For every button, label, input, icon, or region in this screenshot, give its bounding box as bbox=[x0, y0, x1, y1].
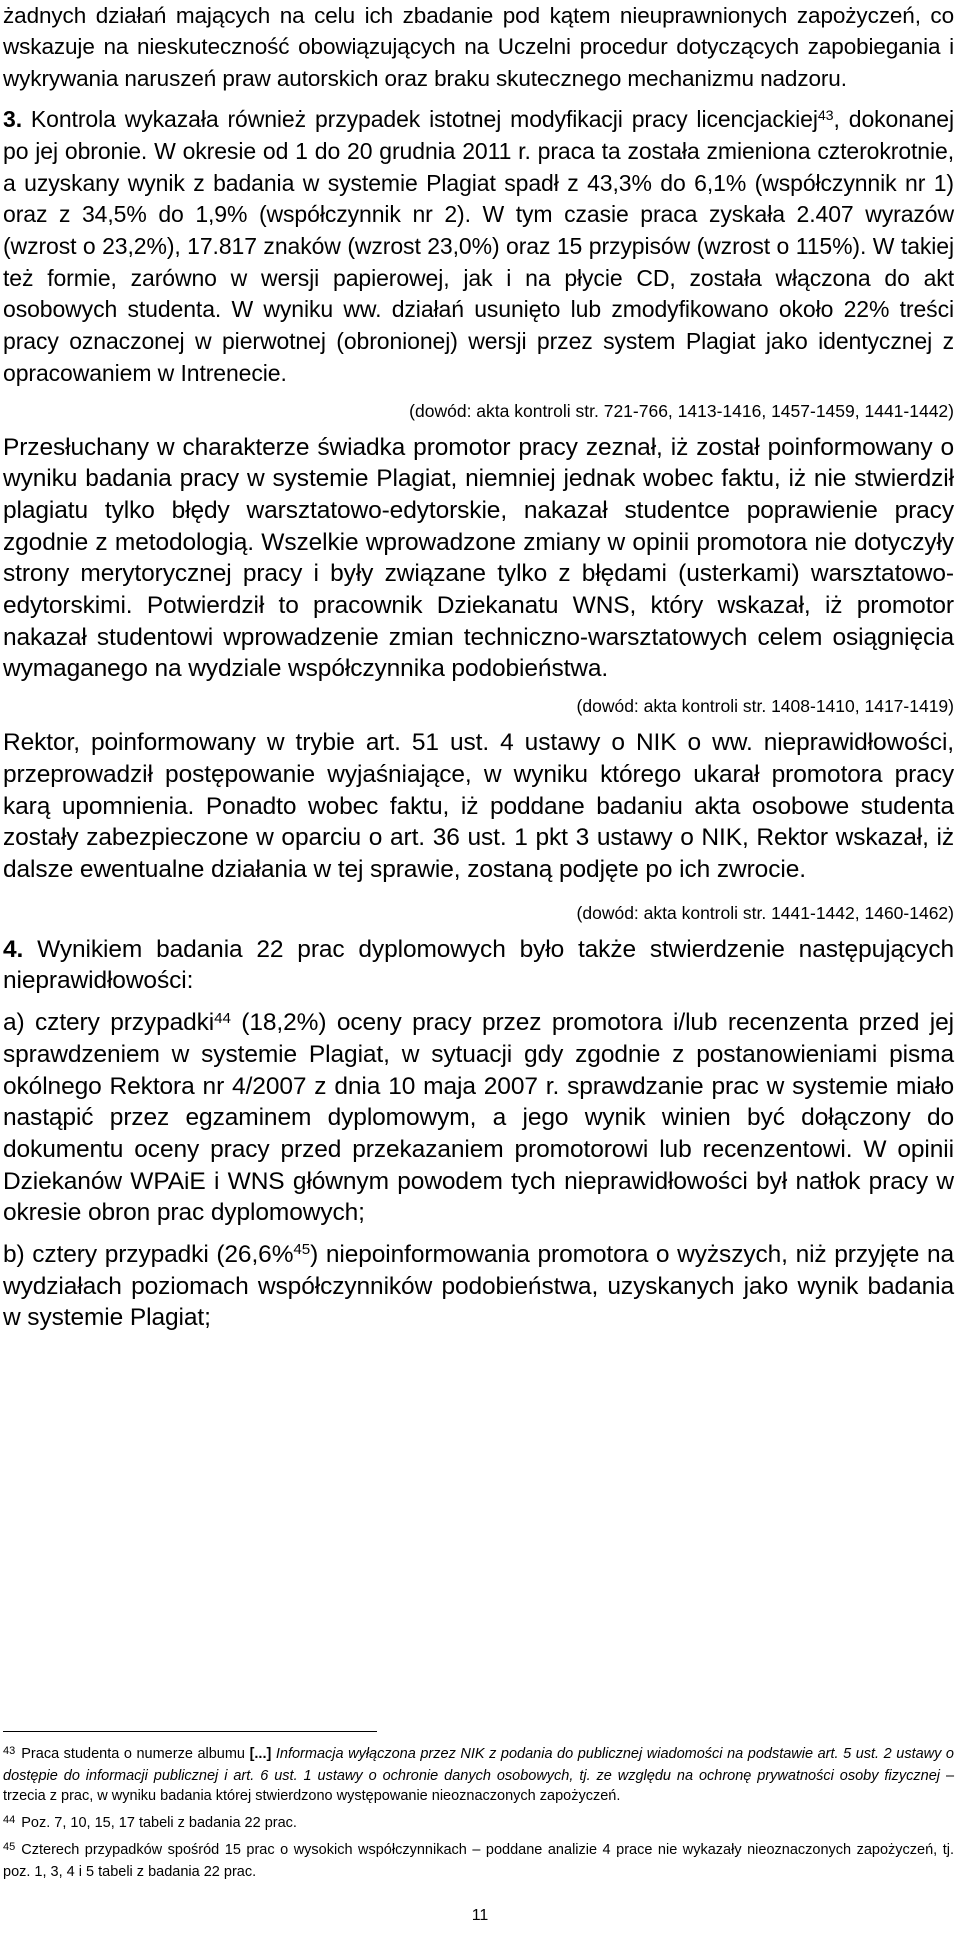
section-4-text: Wynikiem badania 22 prac dyplomowych było także stwierdzenie następujących nieprawidłowości: bbox=[3, 935, 954, 995]
section-4-paragraph bbox=[3, 934, 954, 997]
footnote-43-lead: Praca studenta o numerze albumu bbox=[21, 1746, 250, 1762]
footnote-ref-45[interactable]: 45 bbox=[293, 1241, 311, 1259]
section-3-number: 3. bbox=[3, 106, 22, 133]
page-number: 11 bbox=[471, 1907, 489, 1924]
promotor-paragraph: Przesłuchany w charakterze świadka promotor pracy zeznał, iż został poinformowany o wyniku badania pracy w systemie Plagiat, niemniej jednak wobec faktu, iż nie stwierdził plagiatu tylko błędy warsztatowo-edytorskie, nakazał studentce poprawienie pracy zgodnie z metodologią. Wszelkie wprowadzone zmiany w opinii promotora nie dotyczyły strony merytorycznej pracy i były związane tylko z błędami (usterkami) warsztatowo-edytorskimi. Potwierdził to pracownik Dziekanatu WNS, który wskazał, iż promotor nakazał studentowi wprowadzenie zmian techniczno-warsztatowych celem osiągnięcia wymaganego na wydziale współczynnika podobieństwa. bbox=[3, 433, 954, 683]
item-b-text-a: b) cztery przypadki (26,6% bbox=[3, 1241, 294, 1269]
section-3-paragraph bbox=[3, 104, 954, 389]
section-3-text-b: , dokonanej po jej obronie. W okresie od 1 do 20 grudnia 2011 r. praca ta została zmieniona czterokrotnie, a uzyskany wynik z badania w systemie Plagiat spadł z 43,3% do 6,1% (współczynnik nr 1) oraz z 34,5% do 1,9% (współczynnik nr 2). W tym czasie praca zyskała 2.407 wyrazów (wzrost o 23,2%), 17.817 znaków (wzrost 23,0%) oraz 15 przypisów (wzrost o 115%). W takiej też formie, zarówno w wersji papierowej, jak i na płycie CD, została włączona do akt osobowych studenta. W wyniku ww. działań usunięto lub zmodyfikowano około 22% treści pracy oznaczonej w pierwotnej (obronionej) wersji przez system Plagiat jako identycznej z opracowaniem w Intrenecie. bbox=[3, 106, 954, 386]
footnote-43-number: 43 bbox=[3, 1745, 16, 1757]
evidence-note-section-3: (dowód: akta kontroli str. 721-766, 1413-1416, 1457-1459, 1441-1442) bbox=[409, 400, 954, 421]
item-b-text-b: ) niepoinformowania promotora o wyższych, niż przyjęte na wydziałach poziomach współczynników podobieństwa, uzyskanych jako wynik badania w systemie Plagiat; bbox=[3, 1241, 955, 1332]
evidence-note-promotor: (dowód: akta kontroli str. 1408-1410, 1417-1419) bbox=[576, 696, 954, 717]
footnote-43-italic: Informacja wyłączona przez NIK z podania do publicznej wiadomości na podstawie art. 5 ust. 2 ustawy o dostępie do informacji publicznej i art. 6 ust. 1 ustawy o ochronie danych osobowych, tj. ze względu na ochronę prywatności osoby fizycznej bbox=[3, 1746, 955, 1784]
item-a-paragraph bbox=[3, 1007, 954, 1229]
footnote-separator bbox=[3, 1731, 377, 1732]
footnote-45-text: Czterech przypadków spośród 15 prac o wysokich współczynnikach – poddane analizie 4 prace nie wykazały nieoznaczonych zapożyczeń, tj. poz. 1, 3, 4 i 5 tabeli z badania 22 prac. bbox=[3, 1842, 954, 1880]
intro-paragraph: żadnych działań mających na celu ich zbadanie pod kątem nieuprawnionych zapożyczeń, co wskazuje na nieskuteczność obowiązujących na Uczelni procedur dotyczących zapobiegania i wykrywania naruszeń praw autorskich oraz braku skutecznego mechanizmu nadzoru. bbox=[3, 3, 954, 91]
evidence-note-rector: (dowód: akta kontroli str. 1441-1442, 1460-1462) bbox=[576, 902, 954, 923]
main-text bbox=[3, 0, 954, 1334]
rector-paragraph: Rektor, poinformowany w trybie art. 51 ust. 4 ustawy o NIK o ww. nieprawidłowości, przeprowadził postępowanie wyjaśniające, w wyniku którego ukarał promotora pracy karą upomnienia. Ponadto wobec faktu, iż poddane badaniu akta osobowe studenta zostały zabezpieczone w oparciu o art. 36 ust. 1 pkt 3 ustawy o NIK, Rektor wskazał, iż dalsze ewentualne działania w tej sprawie, zostaną podjęte po ich zwrocie. bbox=[3, 729, 954, 883]
footnote-44-number: 44 bbox=[3, 1813, 16, 1826]
footnote-ref-44[interactable]: 44 bbox=[214, 1009, 231, 1027]
footnote-44 bbox=[3, 1813, 954, 1835]
footnote-43-mark: [...] bbox=[249, 1746, 272, 1762]
item-a-text-a: a) cztery przypadki bbox=[3, 1009, 215, 1037]
footnote-43 bbox=[3, 1744, 954, 1807]
footnote-45 bbox=[3, 1840, 954, 1882]
item-a-text-b: (18,2%) oceny pracy przez promotora i/lub recenzenta przed jej sprawdzeniem w systemie Plagiat, w sytuacji gdy zgodnie z postanowieniami pisma okólnego Rektora nr 4/2007 z dnia 10 maja 2007 r. sprawdzanie prac w systemie miało nastąpić przez egzaminem dyplomowym, a jego wynik winien być dołączony do dokumentu oceny pracy przed przekazaniem promotorowi lub recenzentowi. W opinii Dziekanów WPAiE i WNS głównym powodem tych nieprawidłowości był natłok pracy w okresie obron prac dyplomowych; bbox=[3, 1009, 954, 1227]
footnote-43-plain: – trzecia z prac, w wyniku badania której stwierdzono występowanie nieoznaczonych zapożyczeń. bbox=[3, 1767, 955, 1804]
section-3-text-a: Kontrola wykazała również przypadek istotnej modyfikacji pracy licencjackiej bbox=[21, 106, 818, 133]
section-4-number: 4. bbox=[3, 935, 24, 963]
footnotes-section bbox=[3, 1731, 954, 1888]
item-b-paragraph bbox=[3, 1239, 954, 1334]
footnote-44-text: Poz. 7, 10, 15, 17 tabeli z badania 22 prac. bbox=[21, 1814, 297, 1831]
footnote-45-number: 45 bbox=[3, 1841, 16, 1853]
footnote-ref-43[interactable]: 43 bbox=[817, 108, 834, 125]
